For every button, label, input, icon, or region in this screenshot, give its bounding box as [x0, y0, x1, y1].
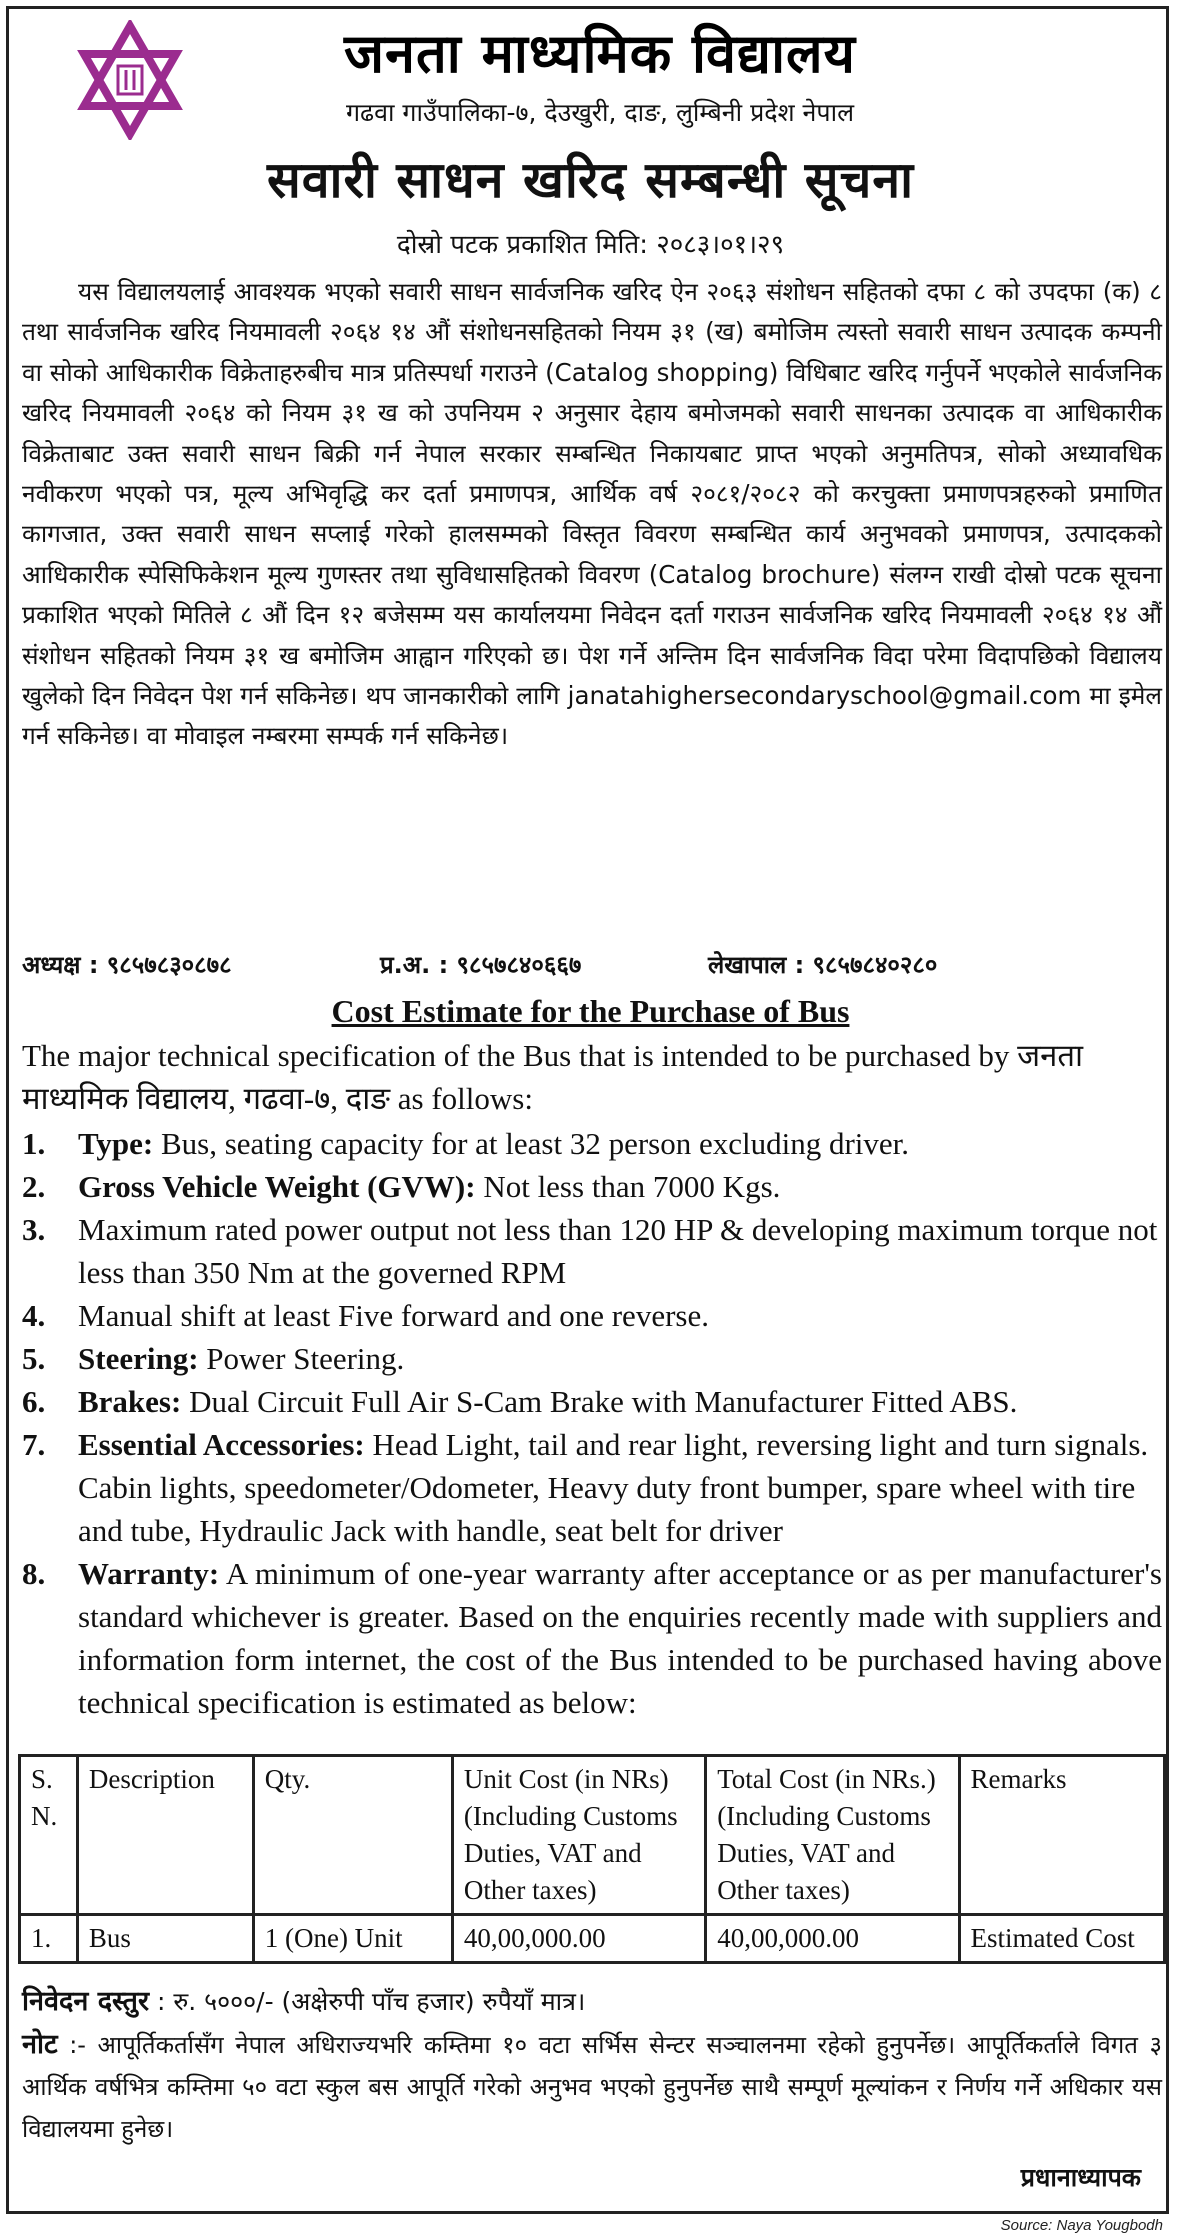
- table-row: [20, 1915, 1165, 1963]
- spec-label: Warranty:: [78, 1556, 220, 1591]
- note-label: नोट: [22, 2029, 58, 2060]
- spec-number: 6.: [22, 1384, 46, 1419]
- spec-label: Gross Vehicle Weight (GVW):: [78, 1169, 476, 1204]
- spec-item: [22, 1122, 1162, 1165]
- notice-body: यस विद्यालयलाई आवश्यक भएको सवारी साधन सार्वजनिक खरिद ऐन २०६३ संशोधन सहितको दफा ८ को उपदफा (क) ८ तथा सार्वजनिक खरिद नियमावली २०६४ १४ औं संशोधनसहितको नियम ३१ (ख) बमोजिम त्यस्तो सवारी साधन उत्पादक कम्पनी वा सोको आधिकारीक विक्रेताहरुबीच मात्र प्रतिस्पर्धा गराउने (Catalog shopping) विधिबाट खरिद गर्नुपर्ने भएकोले सार्वजनिक खरिद नियमावली २०६४ को नियम ३१ ख को उपनियम २ अनुसार देहाय बमोजमको सवारी साधनका उत्पादक वा आधिकारीक विक्रेताबाट उक्त सवारी साधन बिक्री गर्न नेपाल सरकार सम्बन्धित निकायबाट प्राप्त भएको अनुमतिपत्र, सोको अध्यावधिक नवीकरण भएको पत्र, मूल्य अभिवृद्धि कर दर्ता प्रमाणपत्र, आर्थिक वर्ष २०८१/२०८२ को करचुक्ता प्रमाणपत्रहरुको प्रमाणित कागजात, उक्त सवारी साधन सप्लाई गरेको हालसम्मको विस्तृत विवरण सम्बन्धित कार्य अनुभवको प्रमाणपत्र, उत्पादकको आधिकारीक स्पेसिफिकेशन मूल्य गुणस्तर तथा सुविधासहितको विवरण (Catalog brochure) संलग्न राखी दोस्रो पटक सूचना प्रकाशित भएको मितिले ८ औं दिन १२ बजेसम्म यस कार्यालयमा निवेदन दर्ता गराउन सार्वजनिक खरिद नियमावली २०६४ १४ औं संशोधन सहितको नियम ३१ ख बमोजिम आह्वान गरिएको छ। पेश गर्ने अन्तिम दिन सार्वजनिक विदा परेमा विदापछिको विद्यालय खुलेको दिन निवेदन पेश गर्न सकिनेछ। थप जानकारीको लागि janatahighersecondaryschool@gmail.com मा इमेल गर्न सकिनेछ। वा मोवाइल नम्बरमा सम्पर्क गर्न सकिनेछ।: [22, 277, 1162, 751]
- cost-estimate-title: Cost Estimate for the Purchase of Bus: [331, 993, 850, 1029]
- spec-text: Maximum rated power output not less than 120 HP & developing maximum torque not less than 350 Nm at the governed RPM: [78, 1212, 1158, 1290]
- table-header-cell: Qty.: [253, 1756, 452, 1915]
- spec-intro: The major technical specification of the Bus that is intended to be purchased by जनता माध्यमिक विद्यालय, गढवा-७, दाङ as follows:: [22, 1038, 1084, 1116]
- chairperson-contact: अध्यक्ष : ९८५७८३०८७८: [22, 951, 232, 979]
- spec-list: [22, 1122, 1162, 1724]
- spec-item: [22, 1337, 1162, 1380]
- table-cell: Bus: [77, 1915, 253, 1963]
- spec-item: [22, 1423, 1162, 1552]
- spec-number: 3.: [22, 1212, 46, 1247]
- principal-contact: प्र.अ. : ९८५७८४०६६७: [380, 951, 582, 979]
- spec-label: Steering:: [78, 1341, 199, 1376]
- table-header-row: [20, 1756, 1165, 1915]
- table-cell: 40,00,000.00: [706, 1915, 959, 1963]
- accountant-contact: लेखापाल : ९८५७८४०२८०: [708, 951, 938, 979]
- cost-estimate-heading: [0, 990, 1181, 1032]
- school-address: गढवा गाउँपालिका-७, देउखुरी, दाङ, लुम्बिनी प्रदेश नेपाल: [345, 98, 855, 127]
- spec-label: Essential Accessories:: [78, 1427, 365, 1462]
- signature-title: प्रधानाध्यापक: [1020, 2163, 1141, 2192]
- note-text: :- आपूर्तिकर्तासँग नेपाल अधिराज्यभरि कम्तिमा १० वटा सर्भिस सेन्टर सञ्चालनमा रहेको हुनुपर्नेछ। आपूर्तिकर्ताले विगत ३ आर्थिक वर्षभित्र कम्तिमा ५० वटा स्कुल बस आपूर्ति गरेको अनुभव भएको हुनुपर्नेछ साथै सम्पूर्ण मूल्यांकन र निर्णय गर्ने अधिकार यस विद्यालयमा हुनेछ।: [22, 2031, 1162, 2143]
- spec-text: Dual Circuit Full Air S-Cam Brake with Manufacturer Fitted ABS.: [181, 1384, 1018, 1419]
- table-cell: Estimated Cost: [959, 1915, 1164, 1963]
- spec-number: 1.: [22, 1126, 46, 1161]
- table-header-cell: Remarks: [959, 1756, 1164, 1915]
- notice-title: सवारी साधन खरिद सम्बन्धी सूचना: [266, 151, 915, 209]
- school-name: जनता माध्यमिक विद्यालय: [343, 22, 856, 85]
- table-header-cell: Description: [77, 1756, 253, 1915]
- table-header-cell: Total Cost (in NRs.) (Including Customs Duties, VAT and Other taxes): [706, 1756, 959, 1915]
- cost-table: [18, 1754, 1166, 1964]
- spec-number: 2.: [22, 1169, 46, 1204]
- spec-label: Brakes:: [78, 1384, 182, 1419]
- spec-label: Type:: [78, 1126, 154, 1161]
- table-cell: 1 (One) Unit: [253, 1915, 452, 1963]
- spec-number: 7.: [22, 1427, 46, 1462]
- spec-text: Power Steering.: [198, 1341, 405, 1376]
- publish-date: दोस्रो पटक प्रकाशित मिति: २०८३।०१।२९: [396, 230, 785, 260]
- spec-item: [22, 1552, 1162, 1724]
- contact-numbers: [22, 948, 1162, 982]
- application-fee: [22, 1982, 1162, 2022]
- spec-number: 4.: [22, 1298, 46, 1333]
- star-of-david-emblem-icon: [70, 20, 190, 140]
- table-cell: 1.: [20, 1915, 78, 1963]
- spec-text: Head Light, tail and rear light, reversing light and turn signals. Cabin lights, speedometer/Odometer, Heavy duty front bumper, spare wheel with tire and tube, Hydraulic Jack with handle, seat belt for driver: [78, 1427, 1149, 1548]
- table-header-cell: S. N.: [20, 1756, 78, 1915]
- source-credit: Source: Naya Yougbodh: [1000, 2217, 1163, 2234]
- spec-text: Not less than 7000 Kgs.: [475, 1169, 781, 1204]
- spec-text: Bus, seating capacity for at least 32 person excluding driver.: [153, 1126, 910, 1161]
- spec-number: 5.: [22, 1341, 46, 1376]
- spec-item: [22, 1380, 1162, 1423]
- cost-table-wrapper: [18, 1754, 1166, 1964]
- spec-item: [22, 1294, 1162, 1337]
- spec-text: A minimum of one-year warranty after acceptance or as per manufacturer's standard whichever is greater. Based on the enquiries recently made with suppliers and information form internet, the cost of the Bus intended to be purchased having above technical specification is estimated as below:: [78, 1556, 1162, 1720]
- spec-text: Manual shift at least Five forward and one reverse.: [78, 1298, 709, 1333]
- note: [22, 2024, 1162, 2150]
- fee-label: निवेदन दस्तुर: [22, 1986, 149, 2017]
- spec-item: [22, 1165, 1162, 1208]
- table-cell: 40,00,000.00: [452, 1915, 705, 1963]
- spec-number: 8.: [22, 1556, 46, 1591]
- fee-text: : रु. ५०००/- (अक्षेरुपी पाँच हजार) रुपैयाँ मात्र।: [149, 1987, 586, 2016]
- spec-item: [22, 1208, 1162, 1294]
- table-header-cell: Unit Cost (in NRs) (Including Customs Duties, VAT and Other taxes): [452, 1756, 705, 1915]
